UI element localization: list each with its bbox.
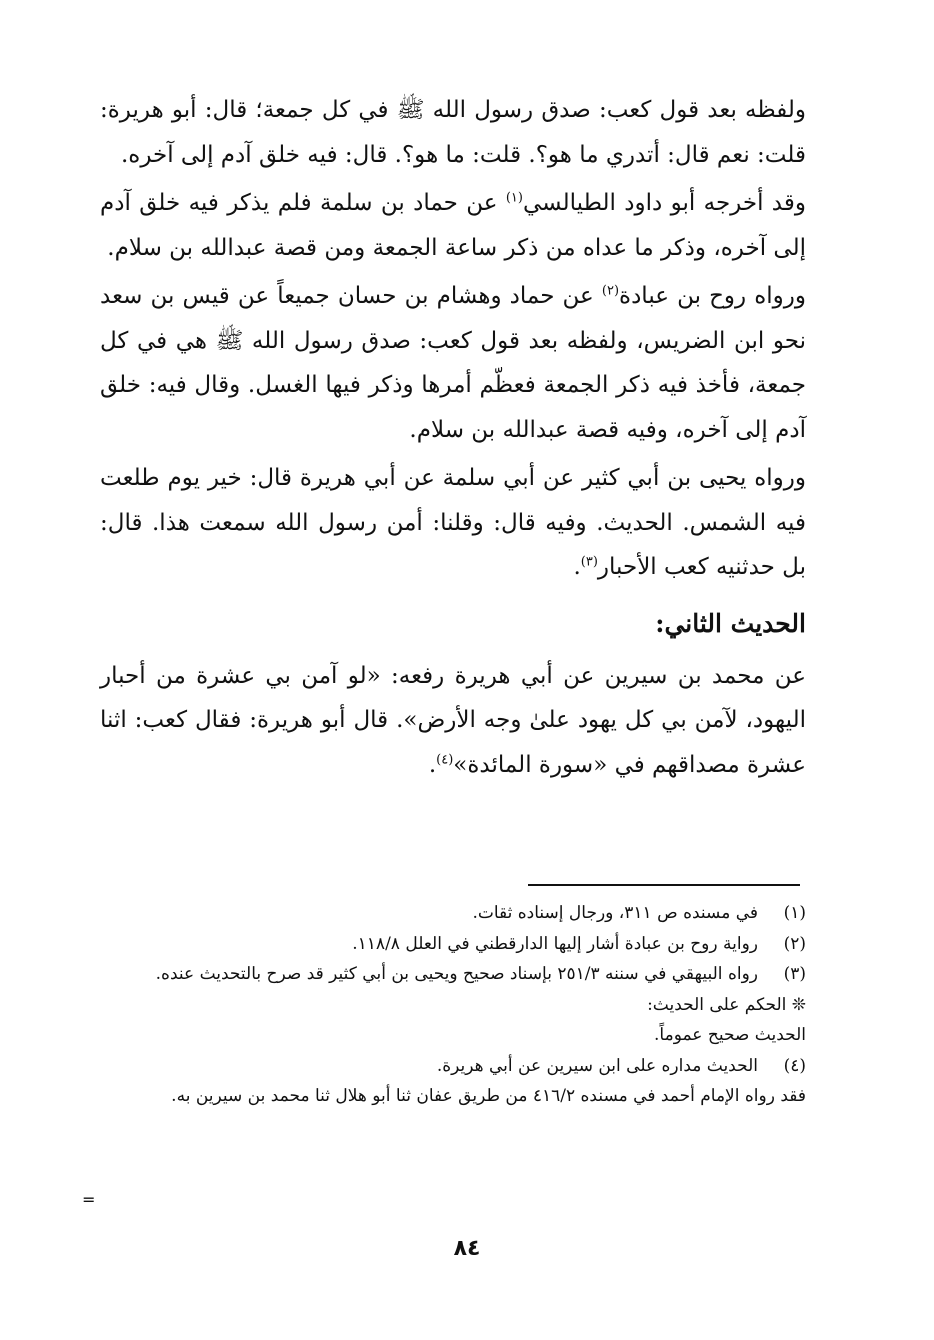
page-number: ٨٤ [453, 1236, 481, 1261]
footnote-3-ruling: الحديث صحيح عموماً. [654, 1025, 806, 1045]
paragraph-2-text: وقد أخرجه أبو داود الطيالسي [522, 190, 806, 216]
continuation-mark: = [82, 1190, 96, 1209]
footnote-text: الحديث مداره على ابن سيرين عن أبي هريرة. [436, 1055, 758, 1076]
footnote-4-detail: فقد رواه الإمام أحمد في مسنده ٤١٦/٢ من طريق عفان ثنا أبو هلال ثنا محمد بن سيرين به. [171, 1086, 806, 1106]
paragraph-2-text-cont: عن حماد بن سلمة فلم يذكر فيه خلق آدم إلى آخره، وذكر ما عداه من ذكر ساعة الجمعة ومن قصة عبدالله بن سلام. [100, 190, 806, 261]
footnote-number: (٤) [783, 1055, 806, 1076]
footnote-ref-3[interactable]: (٣) [580, 554, 598, 570]
footnotes [100, 898, 806, 1112]
footnote-3 [100, 959, 806, 990]
footnote-3-ruling-label: ❊ الحكم على الحديث: [647, 994, 806, 1015]
main-text [100, 88, 806, 791]
footnote-2 [100, 929, 806, 960]
footnote-ref-1[interactable]: (١) [505, 190, 523, 206]
paragraph-3-text-cont: عن حماد وهشام بن حسان جميعاً عن قيس بن سعد نحو ابن الضريس، ولفظه بعد قول كعب: صدق رسول الله ﷺ هي في كل جمعة، فأخذ فيه ذكر الجمعة فعظّم أمرها وذكر فيها الغسل. وقال فيه: خلق آدم إلى آخره، وفيه قصة عبدالله بن سلام. [100, 283, 806, 443]
paragraph-4-text: ورواه يحيى بن أبي كثير عن أبي سلمة عن أبي هريرة قال: خير يوم طلعت فيه الشمس. الحديث. وفيه قال: وقلنا: أمن رسول الله سمعت هذا. قال: بل حدثنيه كعب الأحبار [100, 465, 806, 580]
paragraph-5-text-cont: . [428, 751, 437, 778]
paragraph-1 [100, 88, 806, 177]
footnote-text: في مسنده ص ٣١١، ورجال إسناده ثقات. [472, 903, 758, 923]
paragraph-2 [100, 181, 806, 270]
paragraph-1-text: ولفظه بعد قول كعب: صدق رسول الله ﷺ في كل جمعة؛ قال: أبو هريرة: قلت: نعم قال: أتدري ما هو؟. قلت: ما هو؟. قال: فيه خلق آدم إلى آخره. [100, 97, 806, 168]
section-heading: الحديث الثاني: [655, 608, 806, 638]
paragraph-4-text-cont: . [573, 554, 581, 580]
paragraph-4 [100, 456, 806, 590]
paragraph-5-text: عن محمد بن سيرين عن أبي هريرة رفعه: «لو آمن بي عشرة من أحبار اليهود، لآمن بي كل يهود علىٰ وجه الأرض». قال أبو هريرة: فقال كعب: اثنا عشرة مصداقهم في «سورة المائدة» [100, 662, 806, 778]
footnote-1 [100, 898, 806, 929]
footnote-ref-4[interactable]: (٤) [436, 751, 454, 767]
footnote-text: رواية روح بن عبادة أشار إليها الدارقطني في العلل ١١٨/٨. [352, 933, 758, 954]
footnote-number: (٢) [783, 933, 806, 954]
footnote-4 [100, 1051, 806, 1082]
paragraph-3-text: ورواه روح بن عبادة [619, 283, 806, 309]
footnote-number: (٣) [783, 964, 806, 984]
footnote-number: (١) [783, 903, 806, 923]
footnote-separator [528, 884, 800, 886]
footnote-ref-2[interactable]: (٢) [601, 283, 620, 299]
paragraph-3 [100, 274, 806, 452]
footnote-text: رواه البيهقي في سننه ٢٥١/٣ بإسناد صحيح ويحيى بن أبي كثير قد صرح بالتحديث عنده. [155, 964, 758, 984]
paragraph-5 [100, 654, 806, 788]
